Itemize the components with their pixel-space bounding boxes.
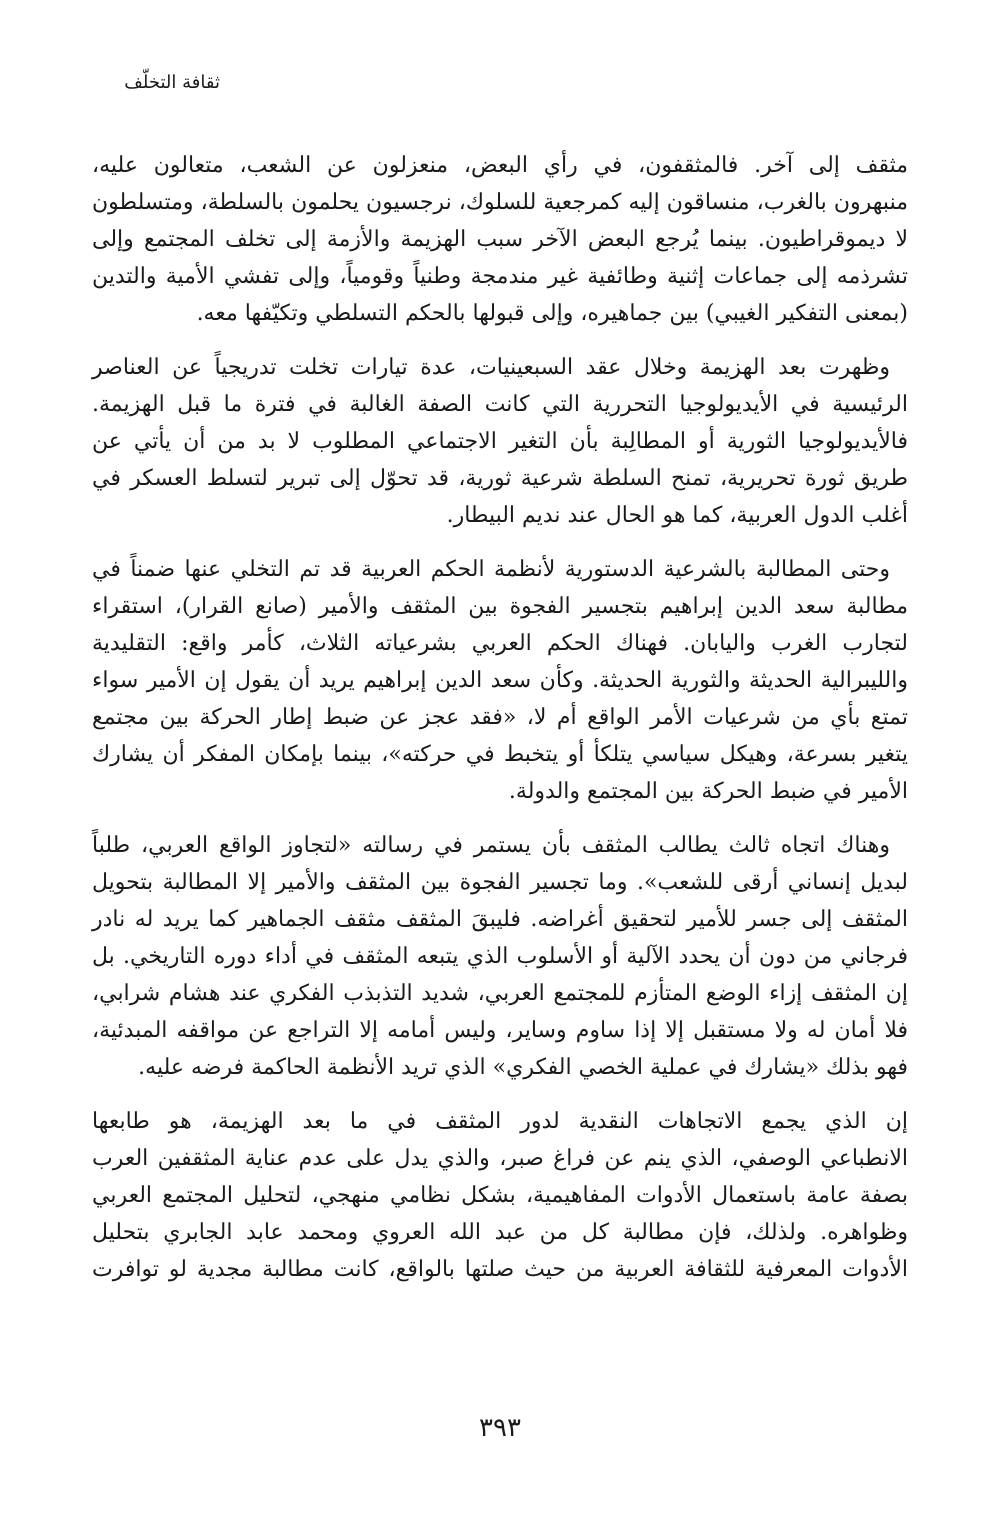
text-line: الأمير في ضبط الحركة بين المجتمع والدولة. [508,779,908,804]
paragraph [92,827,908,1086]
text-line: الرئيسية في الأيديولوجيا التحررية التي كانت الصفة الغالبة في فترة ما قبل الهزيمة. [92,392,908,417]
text-line: فهو بذلك «يشارك في عملية الخصي الفكري» الذي تريد الأنظمة الحاكمة فرضه عليه. [138,1055,908,1080]
text-line: فلا أمان له ولا مستقبل إلا إذا ساوم وساير، وليس أمامه إلا التراجع عن مواقفه المبدئية، [92,1018,908,1043]
text-line: لتجارب الغرب واليابان. فهناك الحكم العربي بشرعياته الثلاث، كأمر واقع: التقليدية [92,631,908,656]
text-line: فرجاني من دون أن يحدد الآلية أو الأسلوب الذي يتبعه المثقف في أداء دوره التاريخي. بل [92,944,908,969]
text-line: منبهرون بالغرب، منساقون إليه كمرجعية للسلوك، نرجسيون يحلمون بالسلطة، ومتسلطون [92,190,908,215]
text-line: وحتى المطالبة بالشرعية الدستورية لأنظمة الحكم العربية قد تم التخلي عنها ضمناً في [92,557,890,582]
paragraph [92,147,908,332]
body-text [92,147,908,1288]
text-line: والليبرالية الحديثة والثورية الحديثة. وكأن سعد الدين إبراهيم يريد أن يقول إن الأمير سواء [92,668,908,693]
text-line: لبديل إنساني أرقى للشعب». وما تجسير الفجوة بين المثقف والأمير إلا المطالبة بتحويل [92,870,908,895]
text-line: بصفة عامة باستعمال الأدوات المفاهيمية، بشكل نظامي منهجي، لتحليل المجتمع العربي [92,1183,908,1208]
text-line: إن الذي يجمع الاتجاهات النقدية لدور المثقف في ما بعد الهزيمة، هو طابعها [92,1109,908,1134]
text-line: فالأيديولوجيا الثورية أو المطالِبة بأن التغير الاجتماعي المطلوب لا بد من أن يأتي عن [92,429,909,454]
text-line: الانطباعي الوصفي، الذي ينم عن فراغ صبر، والذي يدل على عدم عناية المثقفين العرب [92,1146,908,1171]
text-line: إن المثقف إزاء الوضع المتأزم للمجتمع العربي، شديد التذبذب الفكري عند هشام شرابي، [92,981,908,1006]
paragraph [92,349,908,534]
text-line: المثقف إلى جسر للأمير لتحقيق أغراضه. فليبقَ المثقف مثقف الجماهير كما يريد له نادر [92,907,908,932]
text-line: تمتع بأي من شرعيات الأمر الواقع أم لا، «فقد عجز عن ضبط إطار الحركة بين مجتمع [92,705,908,730]
paragraph [92,551,908,810]
text-line: وظواهره. ولذلك، فإن مطالبة كل من عبد الله العروي ومحمد عابد الجابري بتحليل [92,1220,908,1245]
text-line: (بمعنى التفكير الغيبي) بين جماهيره، وإلى قبولها بالحكم التسلطي وتكيّفها معه. [196,301,908,326]
text-line: وهناك اتجاه ثالث يطالب المثقف بأن يستمر في رسالته «لتجاوز الواقع العربي، طلباً [92,833,890,858]
paragraph [92,1103,908,1288]
text-line: يتغير بسرعة، وهيكل سياسي يتلكأ أو يتخبط في حركته»، بينما بإمكان المفكر أن يشارك [92,742,908,767]
text-line: لا ديموقراطيون. بينما يُرجع البعض الآخر سبب الهزيمة والأزمة إلى تخلف المجتمع وإلى [92,227,908,252]
text-line: وظهرت بعد الهزيمة وخلال عقد السبعينيات، عدة تيارات تخلت تدريجياً عن العناصر [92,355,890,380]
text-line: الأدوات المعرفية للثقافة العربية من حيث صلتها بالواقع، كانت مطالبة مجدية لو توافرت [92,1257,908,1282]
text-line: مطالبة سعد الدين إبراهيم بتجسير الفجوة بين المثقف والأمير (صانع القرار)، استقراء [92,594,908,619]
text-line: مثقف إلى آخر. فالمثقفون، في رأي البعض، منعزلون عن الشعب، متعالون عليه، [92,153,908,178]
page-number: ٣٩٣ [479,1413,521,1443]
text-line: طريق ثورة تحريرية، تمنح السلطة شرعية ثورية، قد تحوّل إلى تبرير لتسلط العسكر في [92,466,908,491]
text-line: أغلب الدول العربية، كما هو الحال عند نديم البيطار. [446,503,908,528]
text-line: تشرذمه إلى جماعات إثنية وطائفية غير مندمجة وطنياً وقومياً، وإلى تفشي الأمية والتدين [92,264,908,289]
running-header: ثقافة التخلّف [124,72,220,93]
